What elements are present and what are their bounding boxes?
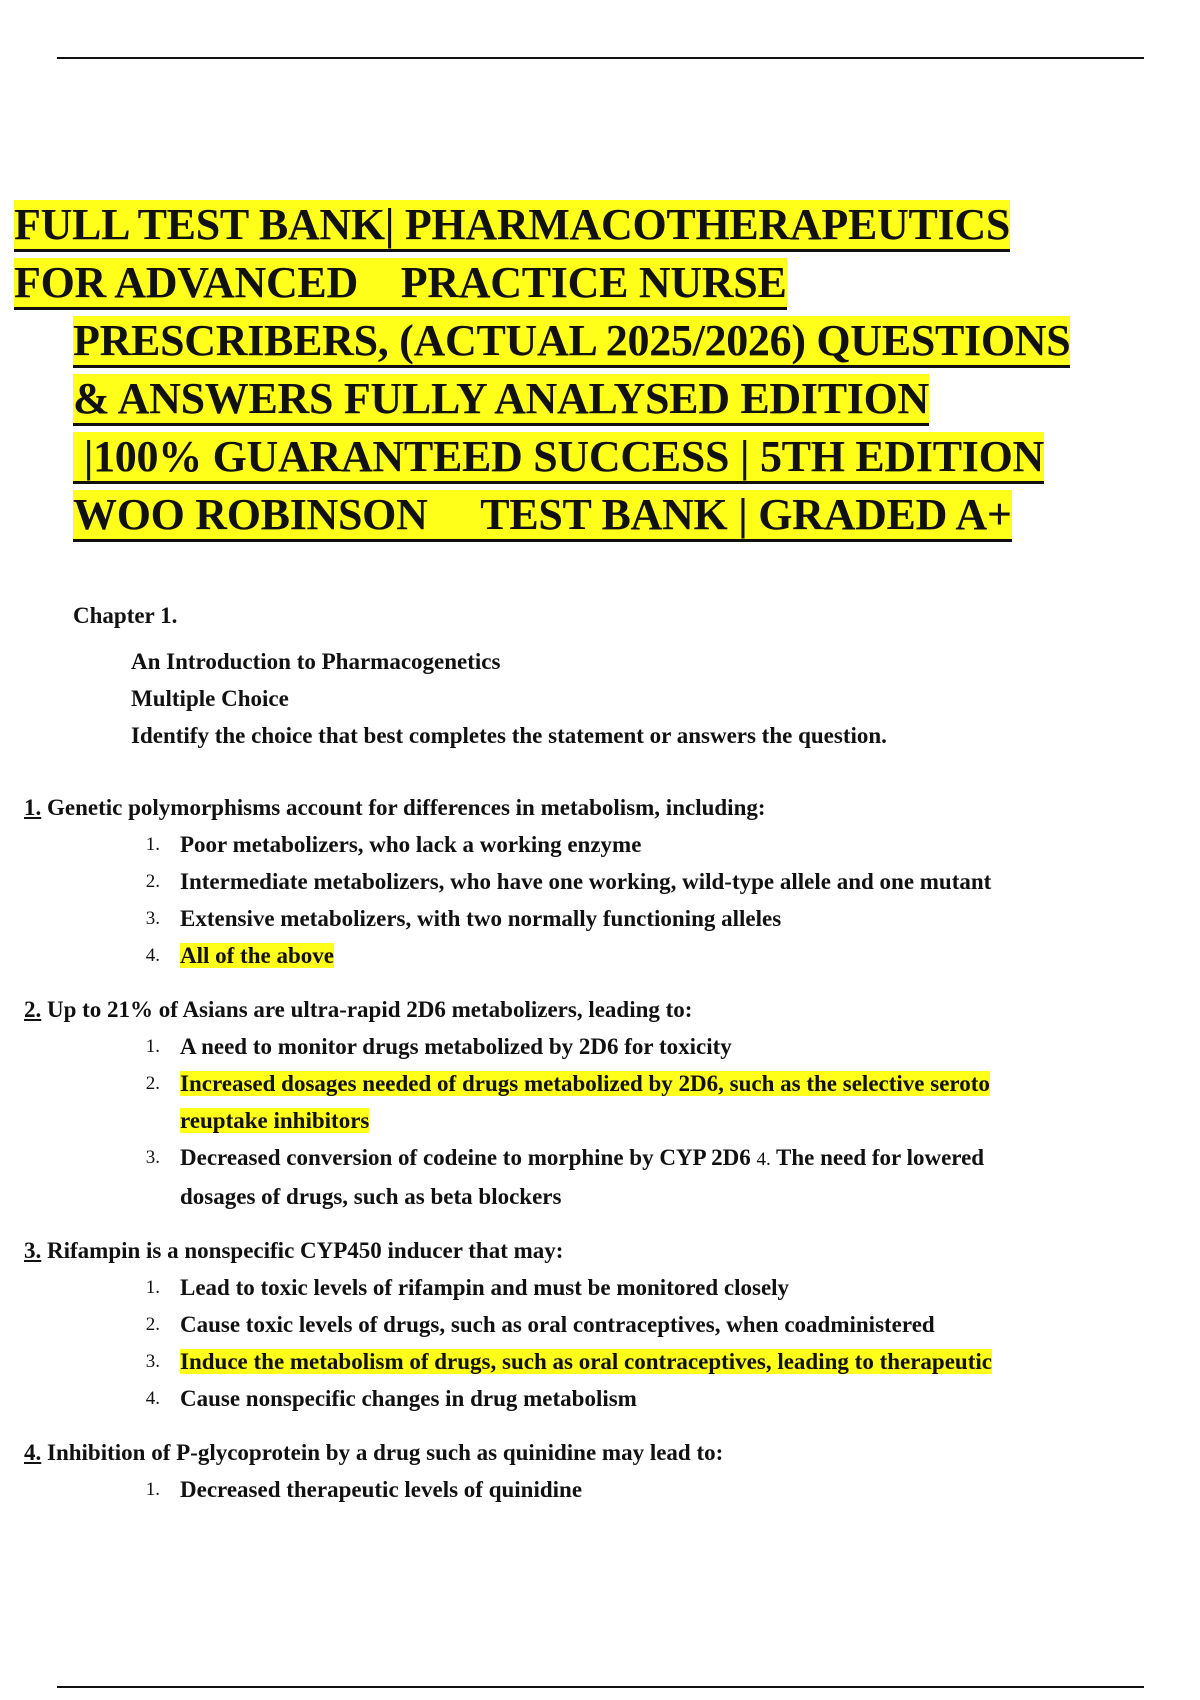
- question-number: 3.: [24, 1238, 42, 1263]
- option-number: 2.: [145, 1073, 160, 1094]
- answer-option: [24, 1380, 1174, 1417]
- option-number: 2.: [145, 1314, 160, 1335]
- option-text: Extensive metabolizers, with two normally functioning alleles: [180, 906, 782, 931]
- option-text: Cause nonspecific changes in drug metabolism: [180, 1386, 637, 1411]
- question-number: 1.: [24, 795, 42, 820]
- answer-option: [24, 1028, 1174, 1065]
- option-text: Cause toxic levels of drugs, such as oral contraceptives, when coadministered: [180, 1312, 935, 1337]
- option-text: Decreased therapeutic levels of quinidine: [180, 1477, 583, 1502]
- chapter-topic: An Introduction to Pharmacogenetics: [131, 649, 501, 674]
- option-number: 1.: [145, 834, 160, 855]
- top-rule: [57, 57, 1144, 59]
- option-text-continued: reuptake inhibitors: [180, 1108, 370, 1133]
- title-line: FULL TEST BANK| PHARMACOTHERAPEUTICS: [14, 196, 1194, 254]
- question-list: [24, 789, 1174, 1525]
- inline-option-number: 4.: [756, 1149, 771, 1170]
- title-line: & ANSWERS FULLY ANALYSED EDITION: [14, 370, 1194, 428]
- question-stem: [24, 1434, 1174, 1471]
- question-stem: [24, 789, 1174, 826]
- option-text: All of the above: [180, 943, 334, 968]
- question-stem: [24, 991, 1174, 1028]
- answer-option: [24, 826, 1174, 863]
- option-number: 3.: [145, 1351, 160, 1372]
- question-text: Rifampin is a nonspecific CYP450 inducer that may:: [47, 1238, 564, 1263]
- title-line: |100% GUARANTEED SUCCESS | 5TH EDITION: [14, 428, 1194, 486]
- answer-option: [24, 900, 1174, 937]
- chapter-intro: [131, 643, 887, 754]
- option-text: Induce the metabolism of drugs, such as oral contraceptives, leading to therapeutic: [180, 1349, 992, 1374]
- title-line: WOO ROBINSON TEST BANK | GRADED A+: [14, 486, 1194, 544]
- answer-option-highlighted: [24, 1343, 1174, 1380]
- option-number: 4.: [145, 1388, 160, 1409]
- answer-option: [24, 1269, 1174, 1306]
- option-text: Decreased conversion of codeine to morphine by CYP 2D6: [180, 1145, 757, 1170]
- question-type: Multiple Choice: [131, 686, 289, 711]
- question-stem: [24, 1232, 1174, 1269]
- option-number: 3.: [145, 908, 160, 929]
- option-text: Increased dosages needed of drugs metabolized by 2D6, such as the selective seroto: [180, 1071, 990, 1096]
- option-text: Lead to toxic levels of rifampin and must be monitored closely: [180, 1275, 790, 1300]
- question: [24, 991, 1174, 1215]
- question-number: 2.: [24, 997, 42, 1022]
- option-number: 4.: [145, 945, 160, 966]
- option-number: 1.: [145, 1036, 160, 1057]
- option-number: 1.: [145, 1479, 160, 1500]
- instructions: Identify the choice that best completes the statement or answers the question.: [131, 723, 887, 748]
- question-text: Inhibition of P-glycoprotein by a drug such as quinidine may lead to:: [47, 1440, 724, 1465]
- chapter-heading: Chapter 1.: [73, 603, 178, 628]
- answer-option-highlighted: [24, 1065, 1174, 1139]
- question-text: Up to 21% of Asians are ultra-rapid 2D6 metabolizers, leading to:: [47, 997, 693, 1022]
- option-text: A need to monitor drugs metabolized by 2D6 for toxicity: [180, 1034, 732, 1059]
- option-number: 2.: [145, 871, 160, 892]
- answer-option: [24, 1306, 1174, 1343]
- option-text-inline: The need for lowered: [770, 1145, 985, 1170]
- answer-option: [24, 863, 1174, 900]
- question: [24, 789, 1174, 974]
- option-text: Poor metabolizers, who lack a working enzyme: [180, 832, 642, 857]
- question: [24, 1232, 1174, 1417]
- document-title: [14, 196, 1194, 544]
- bottom-rule: [57, 1686, 1144, 1688]
- option-number: 3.: [145, 1147, 160, 1168]
- question-text: Genetic polymorphisms account for differences in metabolism, including:: [47, 795, 766, 820]
- title-line: PRESCRIBERS, (ACTUAL 2025/2026) QUESTIONS: [14, 312, 1194, 370]
- option-text: Intermediate metabolizers, who have one working, wild-type allele and one mutant: [180, 869, 992, 894]
- question: [24, 1434, 1174, 1508]
- title-line: FOR ADVANCED PRACTICE NURSE: [14, 254, 1194, 312]
- question-number: 4.: [24, 1440, 42, 1465]
- answer-option: [24, 1139, 1174, 1215]
- option-number: 1.: [145, 1277, 160, 1298]
- answer-option-highlighted: [24, 937, 1174, 974]
- option-text-continued: dosages of drugs, such as beta blockers: [180, 1184, 562, 1209]
- answer-option: [24, 1471, 1174, 1508]
